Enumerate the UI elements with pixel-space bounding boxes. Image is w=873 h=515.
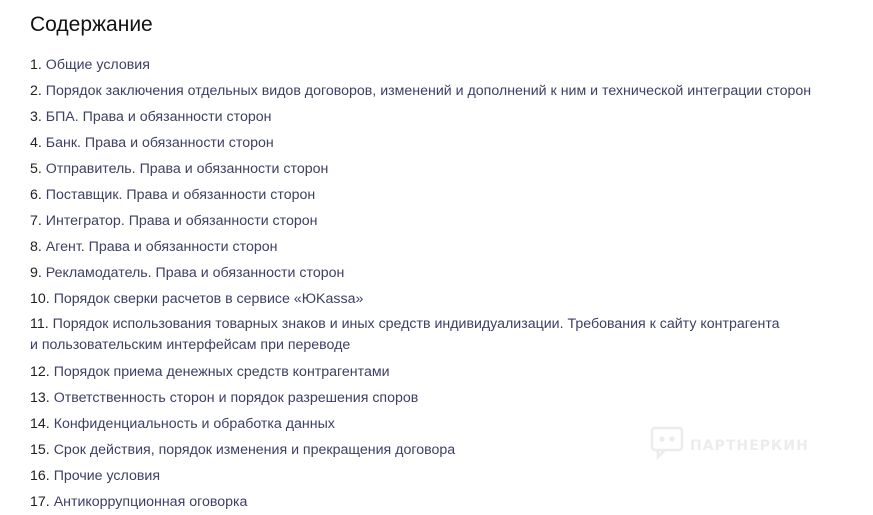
toc-item-number: 3. <box>30 109 42 125</box>
toc-link-anticorruption[interactable]: Антикоррупционная оговорка <box>53 494 248 510</box>
toc-link-confidentiality[interactable]: Конфиденциальность и обработка данных <box>53 416 335 432</box>
toc-item-number: 14. <box>30 416 50 432</box>
toc-item-number: 15. <box>30 442 50 458</box>
toc-item-11 <box>30 312 850 359</box>
toc-item-number: 7. <box>30 213 42 229</box>
toc-link-trademarks-line2: и пользовательским интерфейсам при переводе <box>30 337 351 353</box>
toc-link-integrator[interactable]: Интегратор. Права и обязанности сторон <box>45 213 318 229</box>
toc-item-number: 1. <box>30 57 42 73</box>
toc-item-number: 17. <box>30 494 50 510</box>
toc-item-number: 8. <box>30 239 42 255</box>
toc-item-number: 11. <box>30 316 49 332</box>
toc-item-number: 12. <box>30 364 50 380</box>
toc-item-1 <box>30 52 850 78</box>
toc-item-12 <box>30 359 850 385</box>
toc-item-16 <box>30 463 850 489</box>
toc-item-7 <box>30 208 850 234</box>
toc-link-agent[interactable]: Агент. Права и обязанности сторон <box>45 239 278 255</box>
toc-link-payment-acceptance[interactable]: Порядок приема денежных средств контрагентами <box>53 364 390 380</box>
toc-item-13 <box>30 385 850 411</box>
toc-link-sender[interactable]: Отправитель. Права и обязанности сторон <box>45 161 329 177</box>
toc-item-4 <box>30 130 850 156</box>
toc-item-number: 13. <box>30 390 50 406</box>
toc-link-term[interactable]: Срок действия, порядок изменения и прекращения договора <box>53 442 456 458</box>
toc-item-number: 16. <box>30 468 50 484</box>
toc-item-9 <box>30 260 850 286</box>
toc-item-2 <box>30 78 850 104</box>
toc-link-contract-procedure[interactable]: Порядок заключения отдельных видов договоров, изменений и дополнений к ним и технической интеграции сторон <box>45 83 812 99</box>
toc-item-number: 4. <box>30 135 42 151</box>
toc-item-number: 6. <box>30 187 42 203</box>
toc-item-5 <box>30 156 850 182</box>
watermark-text: ПАРТНЕРКИН <box>690 437 809 454</box>
toc-link-general-terms[interactable]: Общие условия <box>45 57 150 73</box>
toc-link-liability[interactable]: Ответственность сторон и порядок разрешения споров <box>53 390 419 406</box>
toc-title: Содержание <box>30 13 153 36</box>
toc-link-supplier[interactable]: Поставщик. Права и обязанности сторон <box>45 187 316 203</box>
partnerkin-logo-icon <box>650 426 684 465</box>
watermark <box>650 426 809 465</box>
toc-item-number: 5. <box>30 161 42 177</box>
toc-link-bank[interactable]: Банк. Права и обязанности сторон <box>45 135 274 151</box>
toc-link-trademarks-line1: Порядок использования товарных знаков и иных средств индивидуализации. Требования к сайту контрагента <box>52 316 780 332</box>
toc-item-8 <box>30 234 850 260</box>
toc-link-reconciliation[interactable]: Порядок сверки расчетов в сервисе «ЮKassa» <box>53 291 364 307</box>
toc-link-advertiser[interactable]: Рекламодатель. Права и обязанности сторон <box>45 265 345 281</box>
toc-item-number: 10. <box>30 291 50 307</box>
toc-item-number: 2. <box>30 83 42 99</box>
toc-item-17 <box>30 489 850 515</box>
toc-link-bpa[interactable]: БПА. Права и обязанности сторон <box>45 109 272 125</box>
toc-item-6 <box>30 182 850 208</box>
toc-link-trademarks[interactable] <box>30 316 780 353</box>
toc-item-number: 9. <box>30 265 42 281</box>
toc-item-3 <box>30 104 850 130</box>
toc-item-10 <box>30 286 850 312</box>
toc-link-other-terms[interactable]: Прочие условия <box>53 468 161 484</box>
